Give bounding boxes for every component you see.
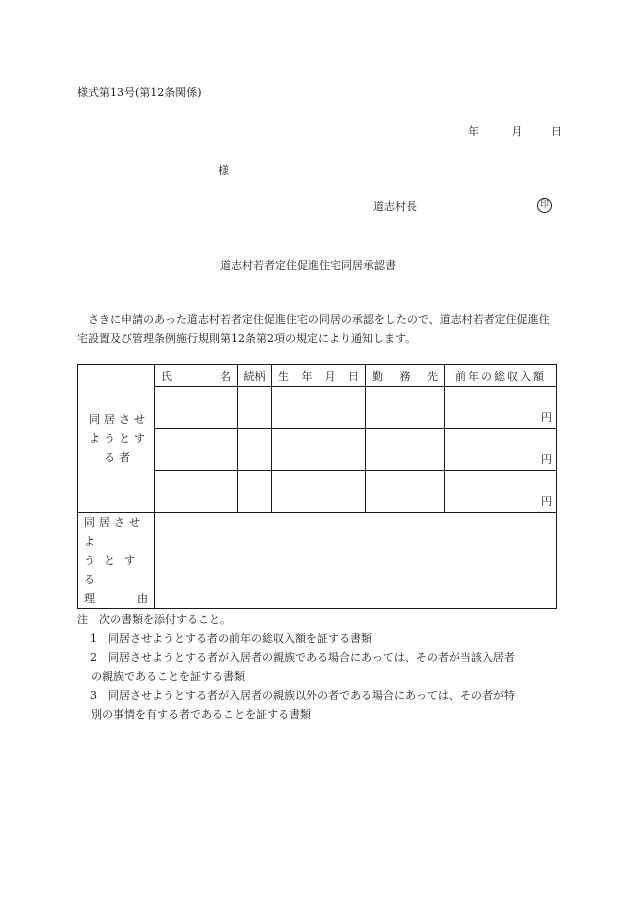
table-header-row [78, 365, 557, 387]
addressee-suffix: 様 [218, 164, 229, 177]
date-year: 年 [468, 125, 479, 138]
income-cell[interactable]: 円 [445, 429, 557, 471]
col-birthdate: 生 年 月 日 [272, 365, 366, 387]
notes-intro: 注 次の書類を添付すること。 [77, 613, 231, 626]
birthdate-cell[interactable] [272, 471, 366, 513]
note-item-3-cont: 別の事情を有する者であることを証する書類 [91, 708, 311, 721]
note-item-2-cont: の親族であることを証する書類 [91, 670, 245, 683]
date-line [468, 123, 562, 139]
workplace-cell[interactable] [366, 471, 445, 513]
income-cell[interactable]: 円 [445, 387, 557, 429]
relation-cell[interactable] [238, 471, 272, 513]
col-name: 氏 名 [155, 365, 238, 387]
approval-table [77, 364, 557, 609]
notes [77, 610, 557, 724]
reason-label: 同居させよ うとする 理 由 [78, 513, 155, 609]
name-cell[interactable] [155, 429, 238, 471]
reason-cell[interactable] [155, 513, 557, 609]
person-label: 同居させようとする者 [78, 365, 155, 513]
income-cell[interactable]: 円 [445, 471, 557, 513]
name-cell[interactable] [155, 471, 238, 513]
date-month: 月 [511, 125, 523, 138]
date-day: 日 [551, 125, 562, 138]
col-workplace: 勤 務 先 [366, 365, 445, 387]
birthdate-cell[interactable] [272, 387, 366, 429]
note-item-1: 1 同居させようとする者の前年の総収入額を証する書類 [90, 632, 372, 645]
col-relation: 続柄 [238, 365, 272, 387]
col-income: 前年の総収入額 [445, 365, 557, 387]
name-cell[interactable] [155, 387, 238, 429]
relation-cell[interactable] [238, 429, 272, 471]
note-item-2: 2 同居させようとする者が入居者の親族である場合にあっては、その者が当該入居者 [90, 651, 515, 664]
workplace-cell[interactable] [366, 429, 445, 471]
note-item-3: 3 同居させようとする者が入居者の親族以外の者である場合にあっては、その者が特 [90, 689, 515, 702]
body-text: さきに申請のあった道志村若者定住促進住宅の同居の承認をしたので、道志村若者定住促進住宅設置及び管理条例施行規則第12条第2項の規定により通知します。 [77, 313, 550, 345]
document-title: 道志村若者定住促進住宅同居承認書 [220, 259, 396, 272]
relation-cell[interactable] [238, 387, 272, 429]
sender-name: 道志村長 [373, 200, 417, 213]
seal-mark: 印 [537, 198, 552, 213]
reason-row [78, 513, 557, 609]
form-number: 様式第13号(第12条関係) [77, 86, 202, 99]
birthdate-cell[interactable] [272, 429, 366, 471]
workplace-cell[interactable] [366, 387, 445, 429]
